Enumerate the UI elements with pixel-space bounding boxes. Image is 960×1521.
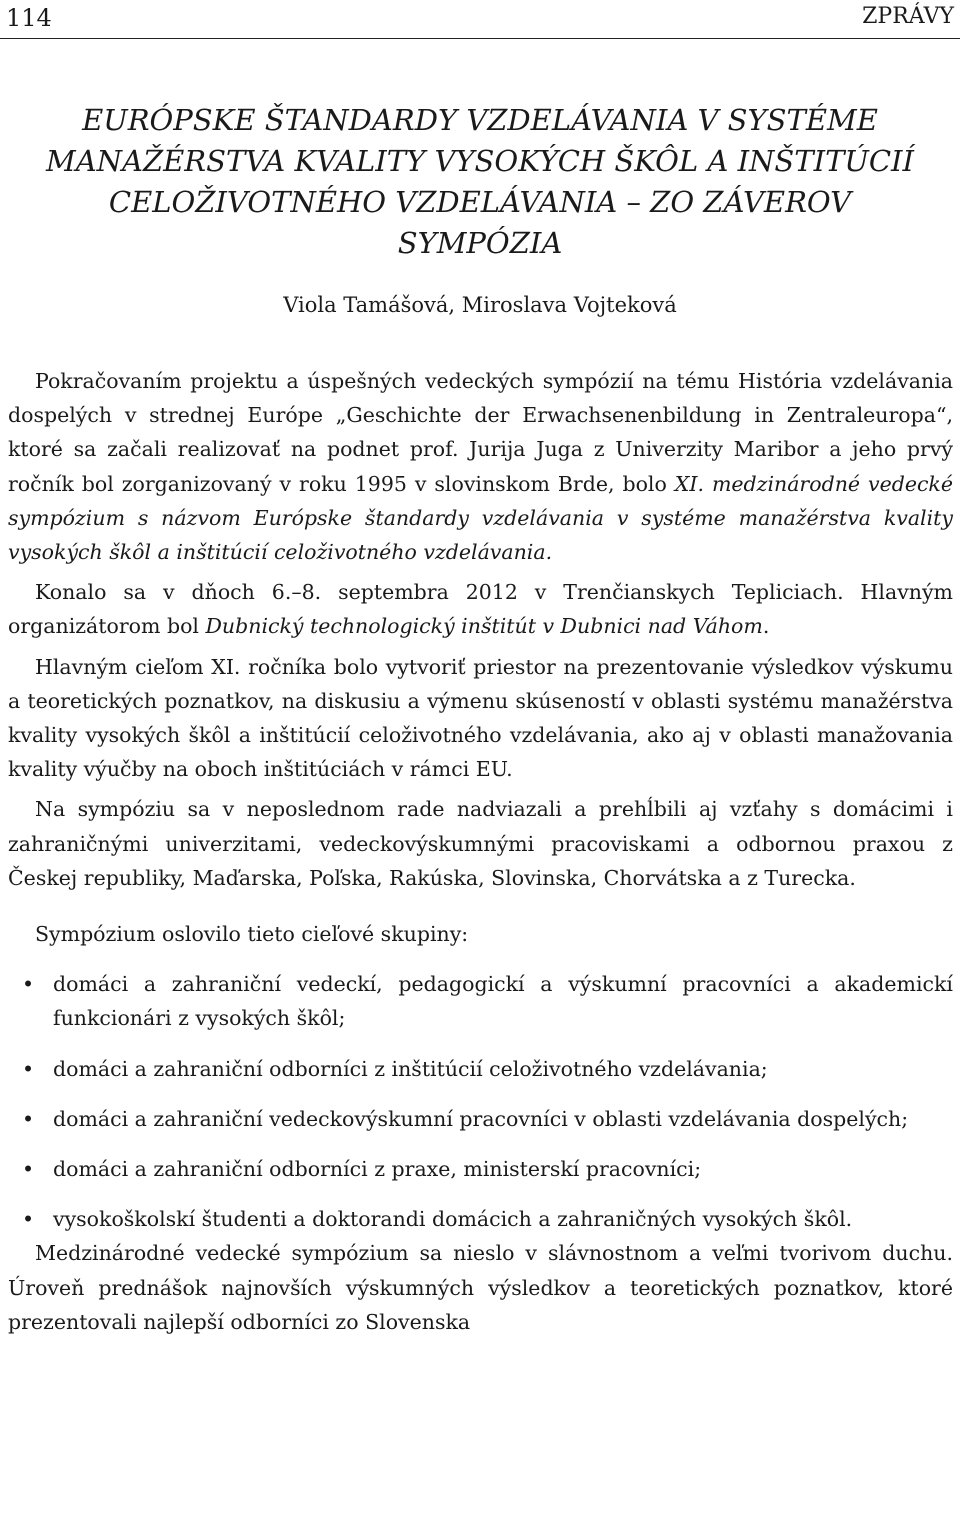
paragraph-target-groups: Sympózium oslovilo tieto cieľové skupiny: [35,922,469,947]
period: . [762,614,770,639]
list-item: • domáci a zahraniční odborníci z praxe, ministerskí pracovníci; [8,1152,953,1186]
paragraph-intro [8,364,953,569]
article-title: EURÓPSKE ŠTANDARDY VZDELÁVANIA V SYSTÉME MANAŽÉRSTVA KVALITY VYSOKÝCH ŠKÔL A INŠTITÚCIÍ CELOŽIVOTNÉHO VZDELÁVANIA – ZO ZÁVEROV SYMPÓZIA [46,103,914,260]
paragraph-closing: Medzinárodné vedecké sympózium sa nieslo v slávnostnom a veľmi tvorivom duchu. Úroveň prednášok najnovších výskumných výsledkov a teoretických poznatkov, ktoré prezentovali najlepší odborníci zo Slovenska [8,1241,953,1334]
intro-text: Pokračovaním projektu a úspešných vedeckých sympózií na tému História vzdelávania dospelých v strednej Európe „Geschichte der Erwachsenenbildung in Zentraleuropa“, ktoré sa začali realizovať na podnet prof. Jurija Juga z Univerzity Maribor a jeho prvý ročník bol zorganizovaný v roku 1995 v slovinskom Brde, bolo [8,369,953,496]
page-number: 114 [6,4,52,32]
symposium-name: XI. medzinárodné vedecké sympózium s názvom Európske štandardy vzdelávania v systéme manažérstva kvality vysokých škôl a inštitúcií celoživotného vzdelávania. [8,471,953,565]
list-item: • vysokoškolskí študenti a doktorandi domácich a zahraničných vysokých škôl. [8,1202,953,1236]
section-name: ZPRÁVY [862,4,954,29]
article-authors: Viola Tamášová, Miroslava Vojteková [283,293,677,317]
list-item: • domáci a zahraniční vedeckovýskumní pracovníci v oblasti vzdelávania dospelých; [8,1102,953,1136]
target-groups-list-wrap [8,967,953,1236]
list-item: • domáci a zahraniční odborníci z inštitúcií celoživotného vzdelávania; [8,1052,953,1086]
organizer-name: Dubnický technologický inštitút v Dubnici nad Váhom [205,614,763,639]
list-item: • domáci a zahraniční vedeckí, pedagogickí a výskumní pracovníci a akademickí funkcionári z vysokých škôl; [8,967,953,1035]
paragraph-dates [8,575,953,643]
paragraph-goal: Hlavným cieľom XI. ročníka bolo vytvoriť priestor na prezentovanie výsledkov výskumu a teoretických poznatkov, na diskusiu a výmenu skúseností v oblasti systému manažérstva kvality vysokých škôl a inštitúcií celoživotného vzdelávania, ako aj v oblasti manažovania kvality výučby na oboch inštitúciách v rámci EU. [8,654,953,782]
page-header [0,0,960,39]
dates-text: Konalo sa v dňoch 6.–8. septembra 2012 v Trenčianskych Tepliciach. Hlavným organizátorom bol [8,580,953,639]
target-groups-list [8,967,953,1236]
article-body [8,364,953,1339]
paragraph-relations: Na sympóziu sa v neposlednom rade nadviazali a prehĺbili aj vzťahy s domácimi i zahraničnými univerzitami, vedeckovýskumnými pracoviskami a odbornou praxou z Českej republiky, Maďarska, Poľska, Rakúska, Slovinska, Chorvátska a z Turecka. [8,797,953,890]
